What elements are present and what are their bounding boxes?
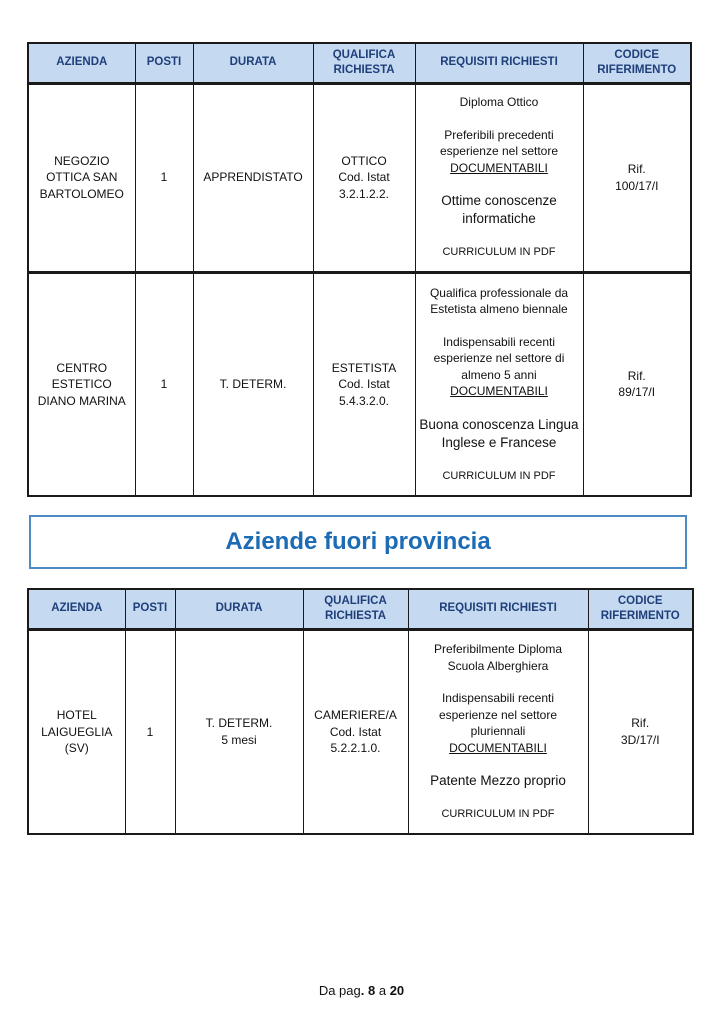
table-row [28, 272, 691, 496]
cell-azienda: NEGOZIO OTTICA SAN BARTOLOMEO [28, 83, 135, 272]
job-table-fuori-provincia [27, 588, 694, 835]
table-header-row [28, 43, 691, 83]
header-posti: POSTI [135, 43, 193, 83]
cell-posti: 1 [135, 83, 193, 272]
table-row [28, 629, 693, 834]
cell-requisiti: Preferibilmente Diploma Scuola Alberghiera Indispensabili recenti esperienze nel settore pluriennali DOCUMENTABILI Patente Mezzo proprio CURRICULUM IN PDF [408, 629, 588, 834]
cell-qualifica: OTTICO Cod. Istat 3.2.1.2.2. [313, 83, 415, 272]
page-footer: Da pag. 8 a 20 [318, 983, 405, 998]
header-durata: DURATA [193, 43, 313, 83]
header-requisiti: REQUISITI RICHIESTI [408, 589, 588, 629]
header-codice: CODICE RIFERIMENTO [588, 589, 693, 629]
cell-durata: T. DETERM. [193, 272, 313, 496]
total-pages: 20 [389, 983, 405, 998]
header-durata: DURATA [175, 589, 303, 629]
header-qualifica: QUALIFICA RICHIESTA [313, 43, 415, 83]
header-requisiti: REQUISITI RICHIESTI [415, 43, 583, 83]
cell-codice: Rif. 89/17/I [583, 272, 691, 496]
cell-qualifica: ESTETISTA Cod. Istat 5.4.3.2.0. [313, 272, 415, 496]
current-page: 8 [367, 983, 376, 998]
cell-durata: T. DETERM. 5 mesi [175, 629, 303, 834]
cell-requisiti: Diploma Ottico Preferibili precedenti esperienze nel settore DOCUMENTABILI Ottime conoscenze informatiche CURRICULUM IN PDF [415, 83, 583, 272]
header-codice: CODICE RIFERIMENTO [583, 43, 691, 83]
section-title: Aziende fuori provincia [225, 528, 491, 555]
cell-posti: 1 [125, 629, 175, 834]
cell-codice: Rif. 3D/17/I [588, 629, 693, 834]
header-azienda: AZIENDA [28, 43, 135, 83]
cell-codice: Rif. 100/17/I [583, 83, 691, 272]
cell-requisiti: Qualifica professionale da Estetista almeno biennale Indispensabili recenti esperienze nel settore di almeno 5 anni DOCUMENTABILI Buona conoscenza Lingua Inglese e Francese CURRICULUM IN PDF [415, 272, 583, 496]
header-azienda: AZIENDA [28, 589, 125, 629]
header-posti: POSTI [125, 589, 175, 629]
cell-azienda: HOTEL LAIGUEGLIA (SV) [28, 629, 125, 834]
section-banner [29, 515, 687, 569]
table-row [28, 83, 691, 272]
table-header-row [28, 589, 693, 629]
cell-azienda: CENTRO ESTETICO DIANO MARINA [28, 272, 135, 496]
cell-durata: APPRENDISTATO [193, 83, 313, 272]
job-table-liguria [27, 42, 692, 497]
cell-qualifica: CAMERIERE/A Cod. Istat 5.2.2.1.0. [303, 629, 408, 834]
header-qualifica: QUALIFICA RICHIESTA [303, 589, 408, 629]
cell-posti: 1 [135, 272, 193, 496]
